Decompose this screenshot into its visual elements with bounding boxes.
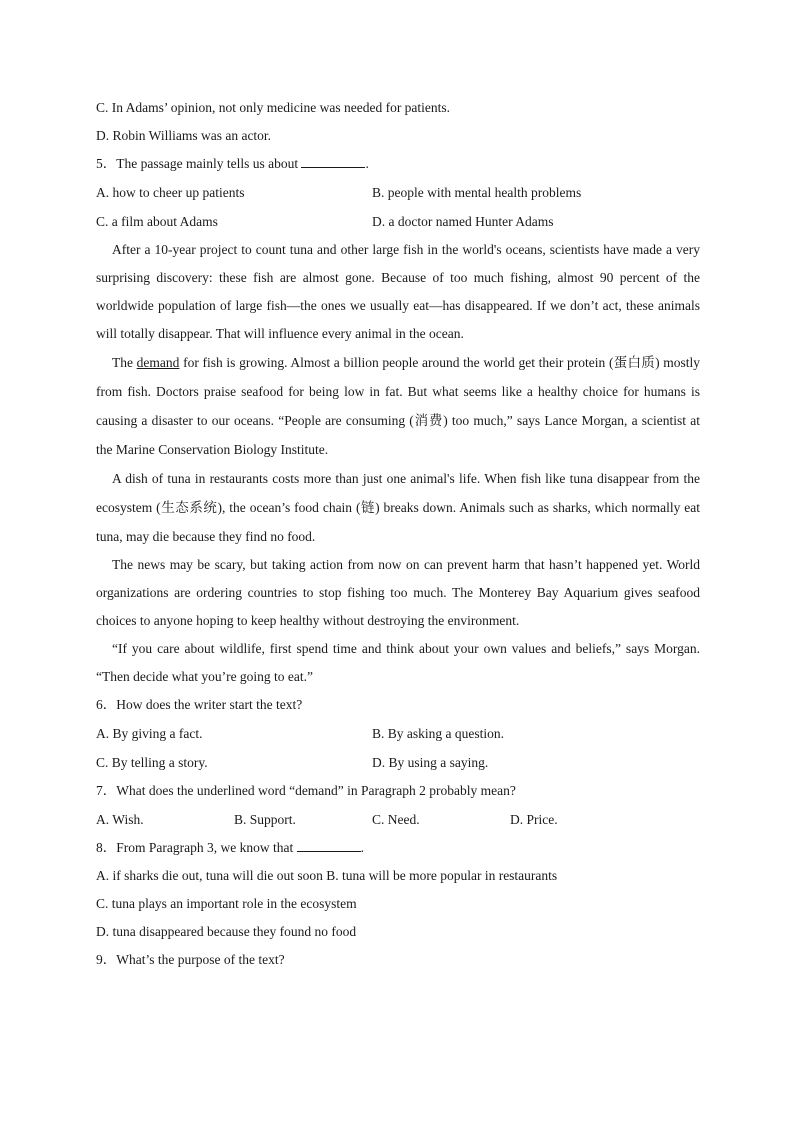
q9-stem: 9．What’s the purpose of the text? — [96, 952, 285, 967]
q8-option-d: D. tuna disappeared because they found no food — [96, 924, 357, 939]
q5-option-a: A. how to cheer up patients — [96, 185, 245, 200]
q7-stem: 7．What does the underlined word “demand” in Paragraph 2 probably mean? — [96, 783, 516, 798]
q5-option-c: C. a film about Adams — [96, 214, 218, 229]
p2-pre: The — [112, 355, 133, 370]
passage-paragraph-5: “If you care about wildlife, first spend time and think about your own values and beliefs,” says Morgan. “Then decide what you’re going to eat.” — [96, 641, 700, 684]
answer-blank — [297, 837, 361, 852]
q7-option-a: A. Wish. — [96, 812, 144, 827]
q8-stem-end: . — [360, 840, 364, 855]
q5-option-d: D. a doctor named Hunter Adams — [372, 214, 554, 229]
q5-stem — [96, 150, 700, 178]
q8-stem — [96, 834, 700, 862]
q5-options-row-1 — [96, 178, 700, 207]
q6-option-a: A. By giving a fact. — [96, 726, 203, 741]
q6-options-row-2 — [96, 748, 700, 777]
passage-paragraph-4: The news may be scary, but taking action from now on can prevent harm that hasn’t happened yet. World organizations are ordering countries to stop fishing too much. The Monterey Bay Aquarium gives seafood choices to anyone hoping to keep healthy without destroying the environment. — [96, 557, 700, 628]
q6-option-c: C. By telling a story. — [96, 755, 208, 770]
answer-blank — [301, 153, 365, 168]
q4-option-c: C. In Adams’ opinion, not only medicine was needed for patients. — [96, 100, 451, 115]
q6-option-d: D. By using a saying. — [372, 755, 489, 770]
q6-options-row-1 — [96, 719, 700, 748]
q5-stem-text: 5．The passage mainly tells us about — [96, 156, 299, 171]
q5-stem-end: . — [365, 156, 369, 171]
q7-options-row — [96, 805, 700, 834]
document-page — [96, 94, 700, 974]
q7-option-d: D. Price. — [510, 812, 558, 827]
q5-option-b: B. people with mental health problems — [372, 185, 582, 200]
q5-options-row-2 — [96, 207, 700, 236]
q7-option-b: B. Support. — [234, 812, 296, 827]
passage-paragraph-2 — [96, 348, 700, 464]
q8-options-ab: A. if sharks die out, tuna will die out soon B. tuna will be more popular in restaurants — [96, 868, 558, 883]
q6-stem: 6．How does the writer start the text? — [96, 697, 303, 712]
passage-paragraph-3: A dish of tuna in restaurants costs more than just one animal's life. When fish like tuna disappear from the ecosystem (生态系统), the ocean’s food chain (链) breaks down. Animals such as sharks, which normally eat tuna, may die because they find no food. — [96, 471, 700, 544]
passage-paragraph-1: After a 10-year project to count tuna and other large fish in the world's oceans, scientists have made a very surprising discovery: these fish are almost gone. Because of too much fishing, almost 90 percent of the worldwide population of large fish—the ones we usually eat—has disappeared. If we don’t act, these animals will totally disappear. That will influence every animal in the ocean. — [96, 242, 700, 341]
q4-option-d: D. Robin Williams was an actor. — [96, 128, 272, 143]
q7-option-c: C. Need. — [372, 812, 420, 827]
q8-option-c: C. tuna plays an important role in the ecosystem — [96, 896, 357, 911]
underlined-word-demand: demand — [136, 355, 180, 370]
p2-post: for fish is growing. Almost a billion people around the world get their protein (蛋白质) mostly from fish. Doctors praise seafood for being low in fat. But what seems like a healthy choice for humans is causing a disaster to our oceans. “People are consuming (消费) too much,” says Lance Morgan, a scientist at the Marine Conservation Biology Institute. — [96, 355, 701, 457]
q8-stem-text: 8．From Paragraph 3, we know that — [96, 840, 294, 855]
q6-option-b: B. By asking a question. — [372, 726, 504, 741]
